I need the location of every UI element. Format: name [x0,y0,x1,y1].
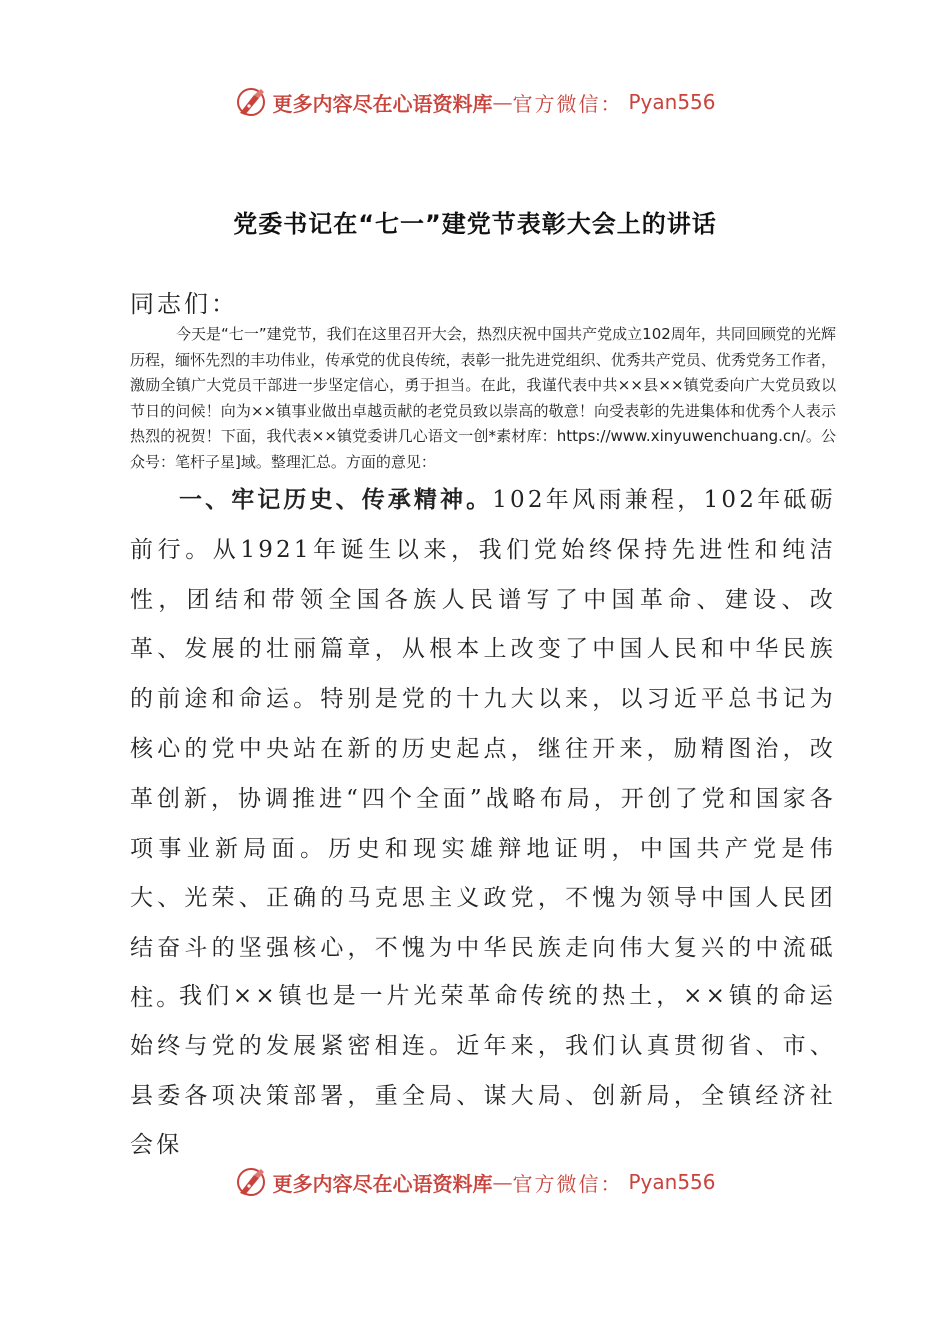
watermark-official-label: 官方微信： [512,1171,623,1196]
section-1-text: 102年风雨兼程，102年砥砺前行。从1921年诞生以来，我们党始终保持先进性和纯洁性，团结和带领全国各族人民谱写了中国革命、建设、改革、发展的壮丽篇章，从根本上改变了中国人民和中华民族的前途和命运。特别是党的十九大以来，以习近平总书记为核心的党中央站在新的历史起点，继往开来，励精图治，改革创新，协调推进“四个全面”战略布局，开创了党和国家各项事业新局面。历史和现实雄辩地证明，中国共产党是伟大、光荣、正确的马克思主义政党，不愧为领导中国人民团结奋斗的坚强核心，不愧为中华民族走向伟大复兴的中流砥柱。 [130,487,836,1011]
section-1-heading: 一、牢记历史、传承精神。 [179,487,493,513]
watermark-brand-text: 更多内容尽在心语资料库 [272,1171,493,1196]
section-1-paragraph [130,476,836,1024]
pen-nib-logo-icon [234,85,268,119]
intro-paragraph: 今天是“七一”建党节，我们在这里召开大会，热烈庆祝中国共产党成立102周年，共同回顾党的光辉历程，缅怀先烈的丰功伟业，传承党的优良传统，表彰一批先进党组织、优秀共产党员、优秀党务工作者，激励全镇广大党员干部进一步坚定信心，勇于担当。在此，我谨代表中共××县××镇党委向广大党员致以节日的问候！向为××镇事业做出卓越贡献的老党员致以崇高的敬意！向受表彰的先进集体和优秀个人表示热烈的祝贺！下面，我代表××镇党委讲几心语文一创*素材库：https://www.xinyuwenchuang.cn/。公众号：笔杆子星]域。整理汇总。方面的意见： [130,325,836,471]
watermark-official-label: 官方微信： [512,91,623,116]
watermark-wechat-id: Pyan556 [628,90,716,114]
pen-nib-logo-icon [234,1165,268,1199]
watermark-brand-text: 更多内容尽在心语资料库 [272,91,493,116]
footer-watermark-banner [0,1162,950,1202]
watermark-dash: — [492,1170,513,1194]
paragraph-2: 我们××镇也是一片光荣革命传统的热土，××镇的命运始终与党的发展紧密相连。近年来，我们认真贯彻省、市、县委各项决策部署，重全局、谋大局、创新局，全镇经济社会保 [130,983,836,1159]
document-title: 党委书记在“七一”建党节表彰大会上的讲话 [233,210,717,238]
greeting: 同志们： [130,290,238,318]
header-watermark-banner [0,82,950,122]
watermark-wechat-id: Pyan556 [628,1170,716,1194]
watermark-dash: — [492,90,513,114]
